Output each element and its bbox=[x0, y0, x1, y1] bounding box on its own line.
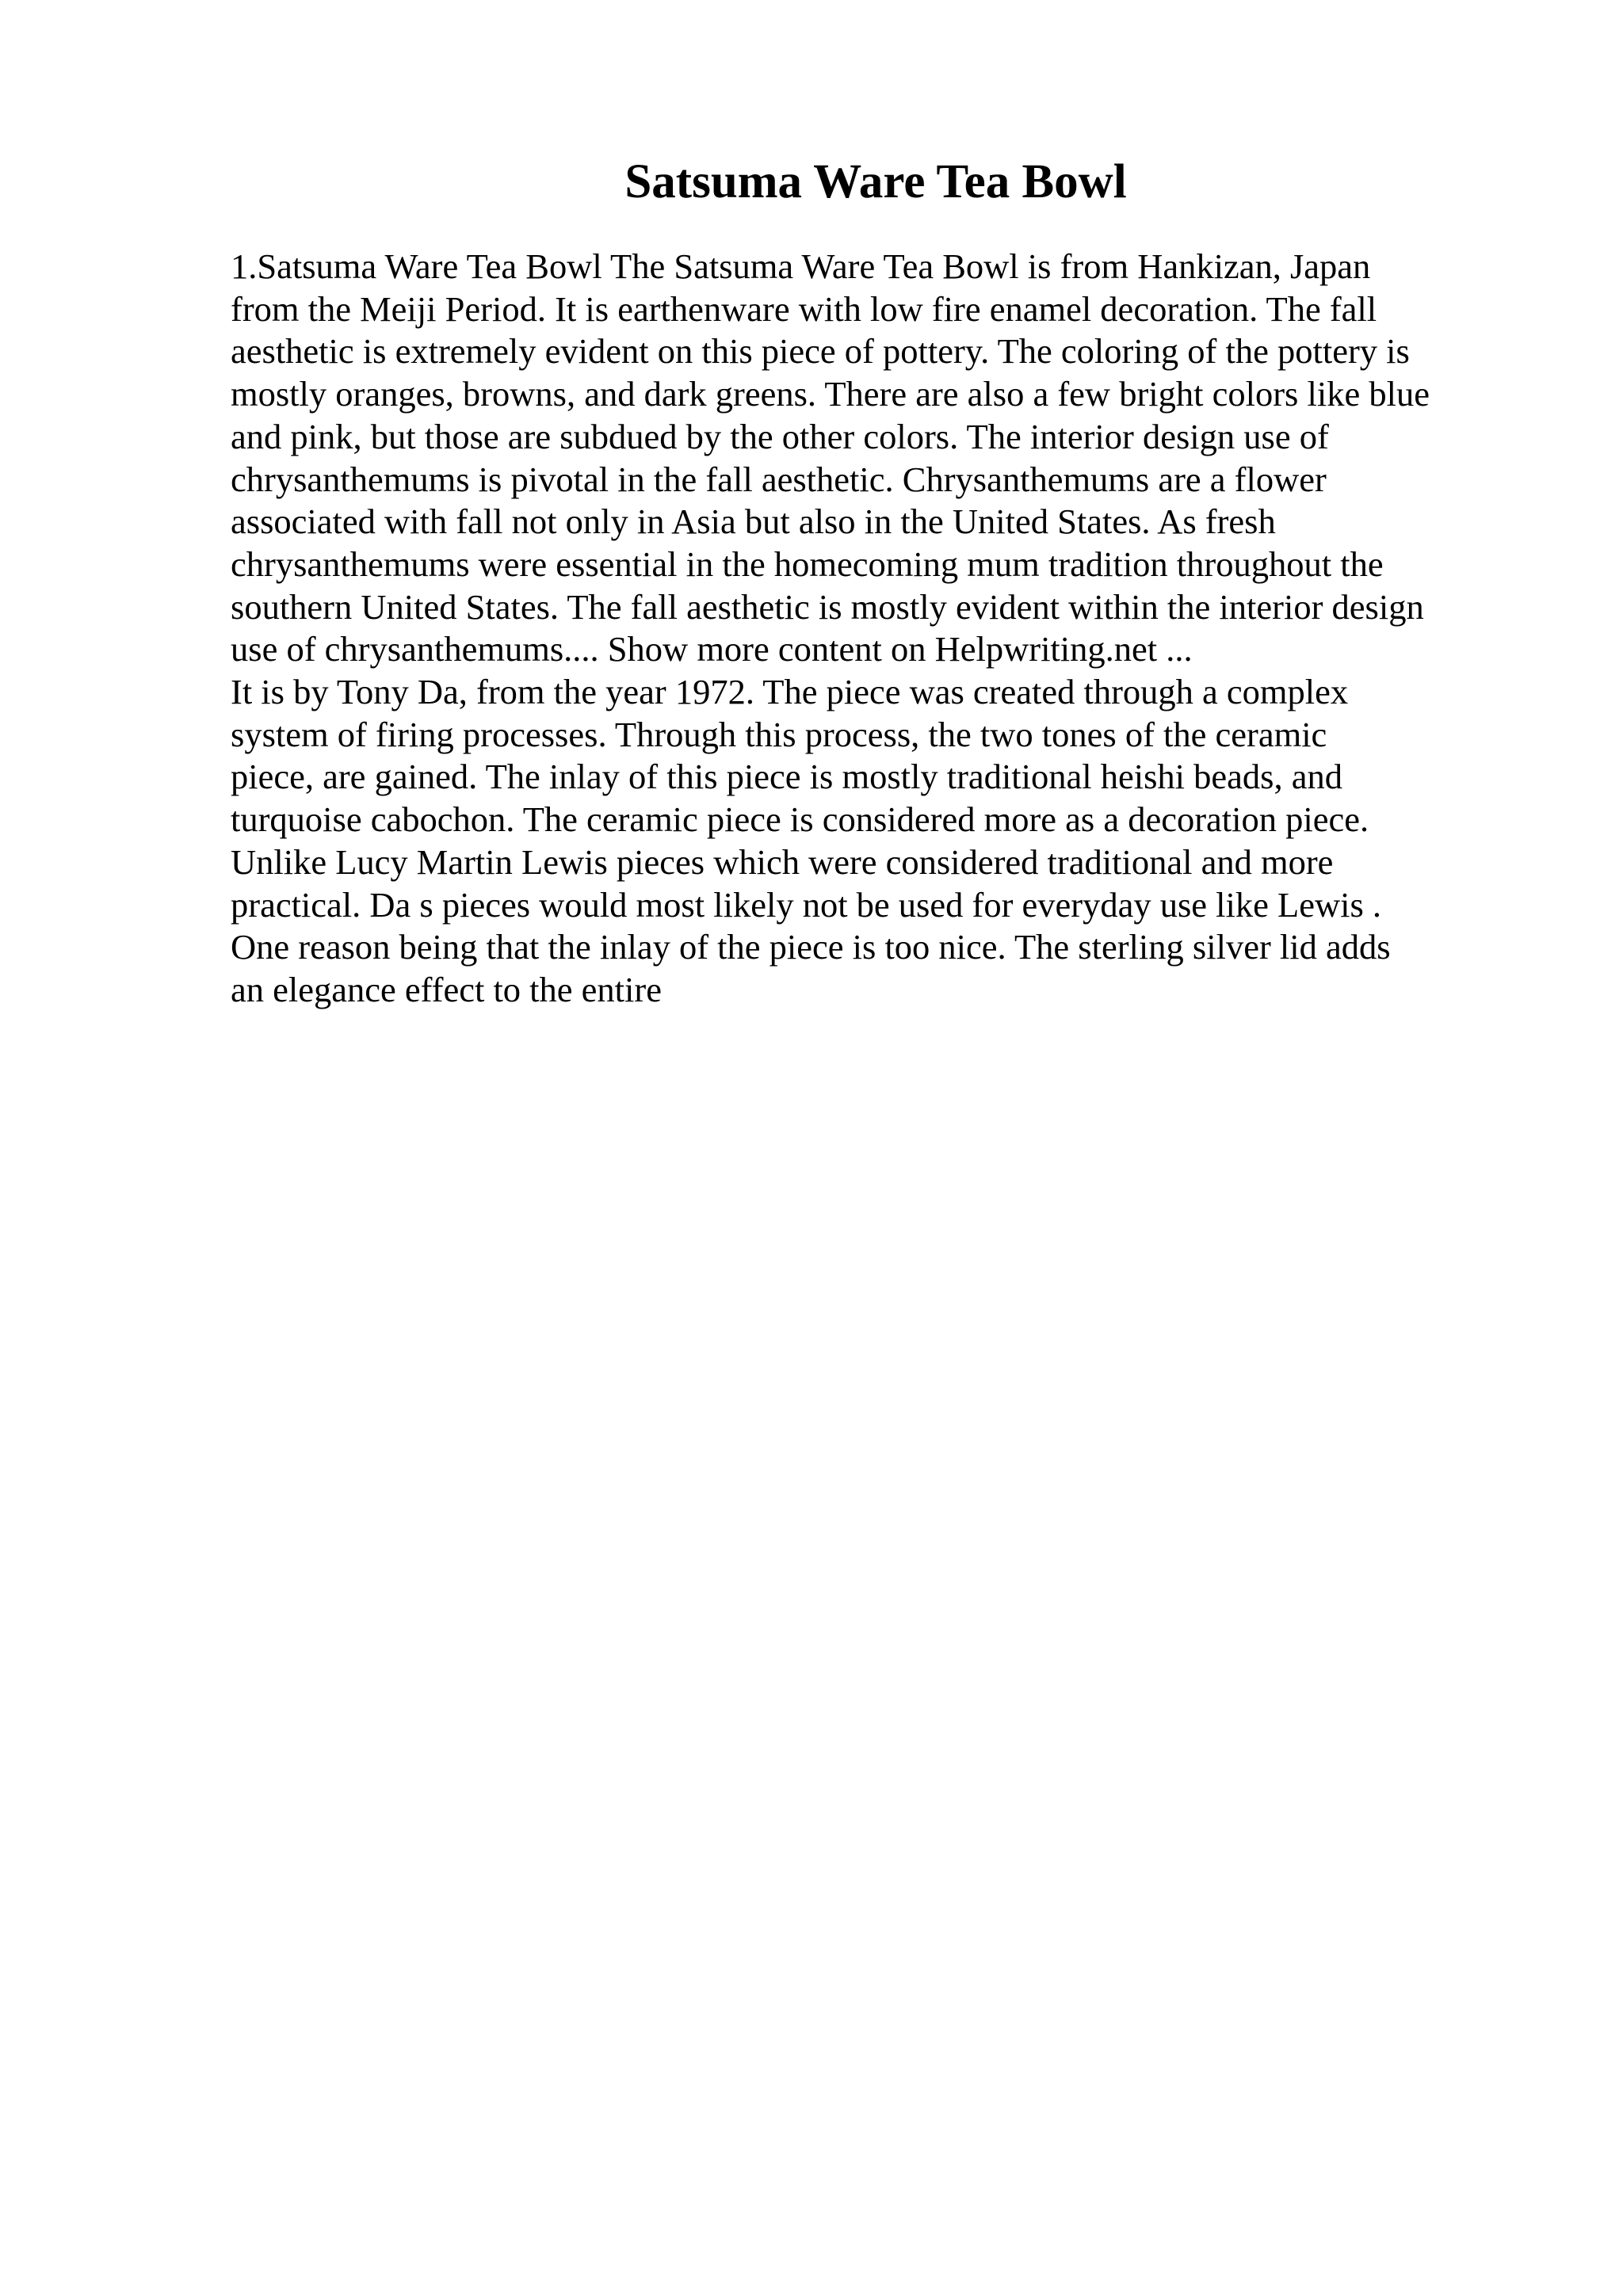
body-line: mostly oranges, browns, and dark greens. There are also a few bright colors like blue bbox=[231, 374, 1430, 414]
body-line: chrysanthemums were essential in the homecoming mum tradition throughout the bbox=[231, 543, 1384, 584]
body-line: One reason being that the inlay of the piece is too nice. The sterling silver lid adds bbox=[231, 927, 1391, 967]
body-line: turquoise cabochon. The ceramic piece is considered more as a decoration piece. bbox=[231, 799, 1369, 840]
body-line: associated with fall not only in Asia but also in the United States. As fresh bbox=[231, 502, 1276, 542]
body-line: an elegance effect to the entire bbox=[231, 969, 662, 1009]
document-body bbox=[231, 246, 1546, 1012]
body-line: from the Meiji Period. It is earthenware with low fire enamel decoration. The fall bbox=[231, 288, 1377, 329]
body-line: system of firing processes. Through this process, the two tones of the ceramic bbox=[231, 714, 1327, 754]
body-line: aesthetic is extremely evident on this piece of pottery. The coloring of the pottery is bbox=[231, 331, 1410, 372]
body-line: It is by Tony Da, from the year 1972. The piece was created through a complex bbox=[231, 672, 1349, 712]
body-line: practical. Da s pieces would most likely not be used for everyday use like Lewis . bbox=[231, 884, 1382, 925]
document-title: Satsuma Ware Tea Bowl bbox=[624, 155, 1127, 208]
body-line: use of chrysanthemums.... Show more content on Helpwriting.net ... bbox=[231, 629, 1193, 669]
body-line: piece, are gained. The inlay of this piece is mostly traditional heishi beads, and bbox=[231, 757, 1342, 797]
body-line: 1.Satsuma Ware Tea Bowl The Satsuma Ware Tea Bowl is from Hankizan, Japan bbox=[231, 246, 1371, 286]
body-line: southern United States. The fall aesthetic is mostly evident within the interior design bbox=[231, 586, 1424, 627]
body-line: chrysanthemums is pivotal in the fall aesthetic. Chrysanthemums are a flower bbox=[231, 459, 1327, 499]
body-line: Unlike Lucy Martin Lewis pieces which were considered traditional and more bbox=[231, 841, 1334, 882]
body-line: and pink, but those are subdued by the other colors. The interior design use of bbox=[231, 416, 1329, 456]
